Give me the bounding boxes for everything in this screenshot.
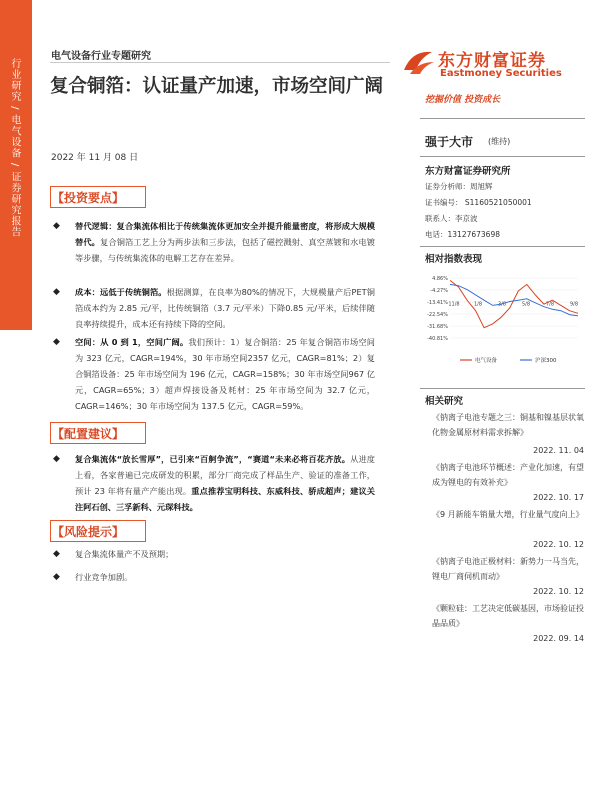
point-lead: 成本：远低于传统铜箔。 xyxy=(75,287,167,297)
brand-slogan: 挖掘价值 投资成长 xyxy=(425,95,501,105)
brand-logo xyxy=(402,46,600,82)
legend-label: 电气设备 xyxy=(475,358,498,364)
section-heading-config: 【配置建议】 xyxy=(52,427,125,441)
page-title: 复合铜箔：认证量产加速，市场空间广阔 xyxy=(50,76,384,97)
bullet-icon: ◆ xyxy=(53,572,60,582)
series-line-1 xyxy=(450,280,578,327)
x-tick-label: 5/8 xyxy=(521,301,531,308)
bullet-icon: ◆ xyxy=(53,549,60,559)
bullet-icon: ◆ xyxy=(53,337,60,347)
investment-point xyxy=(75,218,375,266)
point-lead: 替代逻辑：复合集流体相比于传统集流体更加安全并提升能量密度，将形成大规模替代。 xyxy=(75,221,375,247)
right-rule-2 xyxy=(420,156,585,157)
related-heading: 相关研究 xyxy=(425,396,464,407)
report-date: 2022 年 11 月 08 日 xyxy=(51,153,139,163)
x-tick-label: 3/8 xyxy=(497,301,507,308)
bullet-icon: ◆ xyxy=(53,287,60,297)
rating-label: 强于大市 xyxy=(425,135,474,149)
rating-sub: (维持) xyxy=(488,137,511,146)
config-tail: 重点推荐宝明科技、东威科技、骄成超声；建议关注阿石创、三孚新科、元琛科技。 xyxy=(75,486,375,512)
bullet-icon: ◆ xyxy=(53,221,60,231)
bullet-icon: ◆ xyxy=(53,454,60,464)
x-tick-label: 11/8 xyxy=(448,301,460,308)
config-body: 从进度上看，各家普遍已完成研发的积累，部分厂商完成了样品生产、验证的准备工作，预计 23 年将有量产产能出现。 xyxy=(75,454,375,496)
header-rule xyxy=(50,62,390,63)
risk-item: 行业竞争加剧。 xyxy=(75,572,133,582)
related-title[interactable]: 《9 月新能车销量大增，行业量气度向上》 xyxy=(432,510,584,519)
related-title[interactable]: 《钠离子电池专题之三：铜基和镍基层状氧化物金属原材料需求拆解》 xyxy=(432,413,584,437)
chart-svg xyxy=(418,272,583,372)
analyst-line: 证书编号： S1160521050001 xyxy=(425,198,532,207)
logo-mark-icon xyxy=(402,48,436,76)
point-body: 复合铜箔工艺上分为两步法和三步法，包括了磁控溅射、真空蒸镀和水电镀等步骤，与传统集流体的电解工艺存在差异。 xyxy=(75,237,375,263)
y-tick-label: -22.54% xyxy=(427,312,448,318)
related-title[interactable]: 《钠离子电池环节概述：产业化加速，有望成为锂电的有效补充》 xyxy=(432,463,584,487)
related-title[interactable]: 《颗粒硅：工艺决定低碳基因，市场验证投晶品质》 xyxy=(432,604,584,628)
y-tick-label: -4.27% xyxy=(430,288,448,294)
related-date: 2022. 10. 17 xyxy=(533,493,584,502)
brand-name-cn: 东方财富证券 xyxy=(438,51,546,71)
relative-index-chart xyxy=(418,272,583,372)
x-tick-label: 1/8 xyxy=(473,301,483,308)
legend-label: 沪深300 xyxy=(535,358,557,364)
section-heading-risk: 【风险提示】 xyxy=(52,525,125,539)
y-tick-label: -40.81% xyxy=(427,336,448,342)
sidebar-label: 行业研究 / 电气设备 / 证券研究报告 xyxy=(9,58,20,238)
y-tick-label: -13.41% xyxy=(427,300,448,306)
investment-point xyxy=(75,334,375,414)
point-lead: 空间：从 0 到 1，空间广阔。 xyxy=(75,337,189,347)
analyst-line: 证券分析师：周旭辉 xyxy=(425,182,493,191)
analyst-line: 联系人：李京波 xyxy=(425,214,478,223)
x-tick-label: 7/8 xyxy=(545,301,555,308)
related-date: 2022. 10. 12 xyxy=(533,540,584,549)
related-title[interactable]: 《钠离子电池正极材料：新势力一马当先，锂电厂商伺机而动》 xyxy=(432,557,584,581)
y-tick-label: -31.68% xyxy=(427,324,448,330)
point-body: 根据测算，在良率为80%的情况下，大规模量产后PET铜箔成本约为 2.85 元/平，比传统铜箔（3.7 元/平米）下降0.85 元/平米，后续伴随良率持续提升，成本还有持续下降的空间。 xyxy=(75,287,375,329)
related-date: 2022. 09. 14 xyxy=(533,634,584,643)
sidebar-band xyxy=(0,0,32,330)
section-heading-investment: 【投资要点】 xyxy=(52,191,125,205)
analyst-line: 电话：13127673698 xyxy=(425,230,500,239)
config-advice xyxy=(75,451,375,515)
investment-point xyxy=(75,284,375,332)
chart-title: 相对指数表现 xyxy=(425,254,483,265)
right-rule-4 xyxy=(420,388,585,389)
report-type: 电气设备行业专题研究 xyxy=(51,51,151,62)
right-rule-3 xyxy=(420,246,585,247)
point-body: 我们预计：1）复合铜箔：25 年复合铜箔市场空间为 323 亿元，CAGR=194%，30 年市场空间2357 亿元，CAGR=81%；2）复合铜箔设备：25 年市场空间为 196 亿元，CAGR=158%；30 年市场空间967 亿元，CAGR=65%；3）超声焊接设备及耗材：25 年市场空间为 32.7 亿元，CAGR=146%；30 年市场空间为 137.5 亿元，CAGR=59%。 xyxy=(75,337,375,411)
brand-name-en: Eastmoney Securities xyxy=(440,68,562,79)
related-date: 2022. 10. 12 xyxy=(533,587,584,596)
risk-item: 复合集流体量产不及预期； xyxy=(75,549,174,559)
config-lead: 复合集流体“放长雪厚”，已引来“百舸争流”，“赛道“未来必将百花齐放。 xyxy=(75,454,351,464)
right-rule-1 xyxy=(420,118,585,119)
analyst-org: 东方财富证券研究所 xyxy=(425,166,511,177)
related-date: 2022. 11. 04 xyxy=(533,446,584,455)
y-tick-label: 4.86% xyxy=(432,276,448,282)
x-tick-label: 9/8 xyxy=(569,301,579,308)
